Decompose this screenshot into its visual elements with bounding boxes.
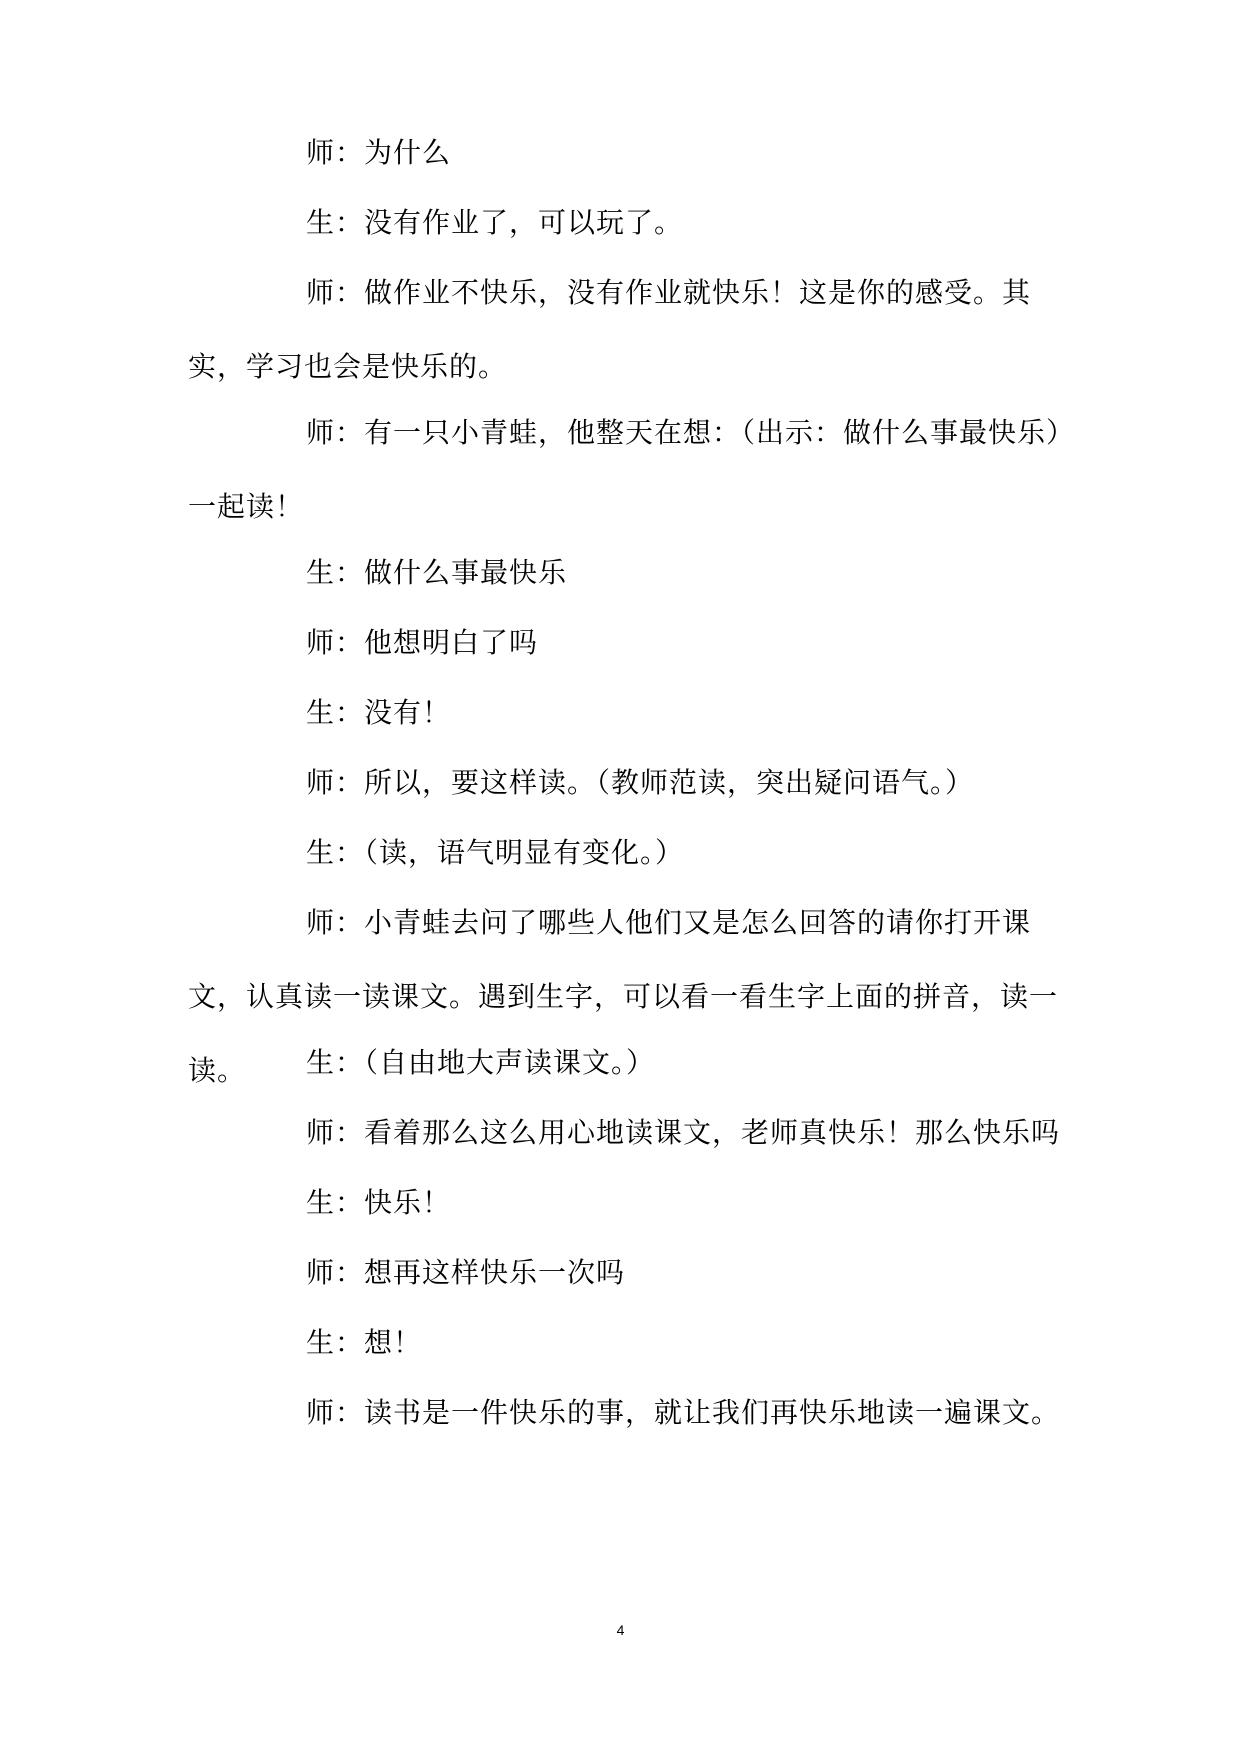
dialogue-paragraph: 师：读书是一件快乐的事，就让我们再快乐地读一遍课文。: [306, 1396, 1061, 1429]
dialogue-paragraph: 师：做作业不快乐，没有作业就快乐！这是你的感受。其实，学习也会是快乐的。: [188, 276, 1032, 383]
dialogue-paragraph: 师：小青蛙去问了哪些人他们又是怎么回答的请你打开课文，认真读一读课文。遇到生字，可以看一看生字上面的拼音，读一读。: [188, 906, 1059, 1087]
dialogue-paragraph: 生：快乐！: [306, 1186, 452, 1219]
page-number: 4: [616, 1622, 625, 1638]
dialogue-paragraph: 生：想！: [306, 1326, 423, 1359]
dialogue-paragraph: 生：做什么事最快乐: [306, 556, 568, 589]
dialogue-paragraph: 生：（读，语气明显有变化。）: [306, 836, 685, 869]
dialogue-paragraph: 师：所以，要这样读。（教师范读，突出疑问语气。）: [306, 766, 975, 799]
dialogue-paragraph: 师：他想明白了吗: [306, 626, 539, 659]
dialogue-paragraph: 师：看着那么这么用心地读课文，老师真快乐！那么快乐吗: [306, 1116, 1061, 1149]
dialogue-paragraph: 师：有一只小青蛙，他整天在想：（出示：做什么事最快乐）一起读！: [188, 416, 1062, 523]
dialogue-paragraph: 师：想再这样快乐一次吗: [306, 1256, 626, 1289]
dialogue-paragraph: 生：没有作业了，可以玩了。: [306, 206, 684, 239]
dialogue-paragraph: 生：没有！: [306, 696, 452, 729]
dialogue-paragraph: 师：为什么: [306, 136, 452, 169]
dialogue-paragraph: 生：（自由地大声读课文。）: [306, 1046, 656, 1079]
